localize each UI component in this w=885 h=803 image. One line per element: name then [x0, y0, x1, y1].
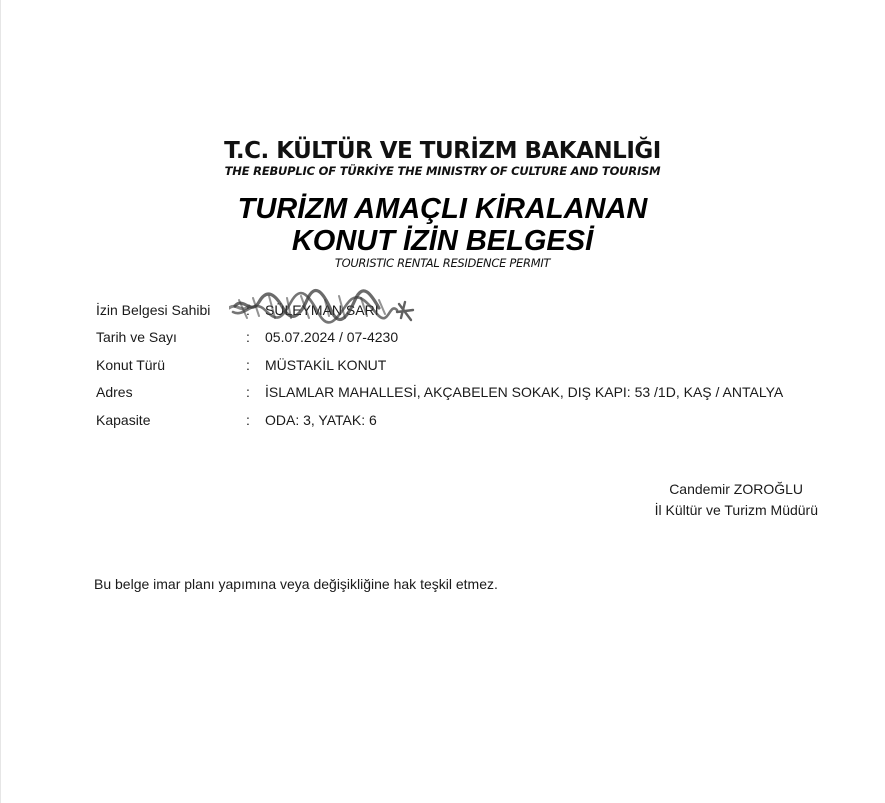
- ministry-title: T.C. KÜLTÜR VE TURİZM BAKANLIĞI: [224, 138, 661, 164]
- detail-separator: :: [246, 411, 250, 428]
- detail-separator: :: [246, 329, 250, 346]
- detail-label: Kapasite: [96, 411, 151, 428]
- holder-name-value: SÜLEYMAN SARI: [265, 301, 379, 318]
- redacted-value-wrap: [265, 302, 379, 318]
- detail-value: ODA: 3, YATAK: 6: [265, 411, 377, 428]
- detail-row-address: [96, 379, 783, 407]
- permit-subtitle: TOURISTIC RENTAL RESIDENCE PERMIT: [334, 256, 551, 270]
- detail-label: Tarih ve Sayı: [96, 329, 177, 346]
- detail-row-holder: [96, 296, 783, 324]
- detail-label: Adres: [96, 384, 133, 401]
- signatory-block: [655, 479, 818, 521]
- detail-separator: :: [246, 384, 250, 401]
- detail-label: Konut Türü: [96, 356, 166, 373]
- signatory-name: Candemir ZOROĞLU: [669, 481, 803, 497]
- detail-separator: :: [246, 356, 250, 373]
- detail-value: [265, 296, 783, 324]
- detail-row-capacity: [96, 406, 783, 434]
- detail-value: 05.07.2024 / 07-4230: [265, 329, 399, 346]
- detail-separator: :: [246, 301, 250, 318]
- permit-details-table: [96, 296, 783, 434]
- disclaimer-text: Bu belge imar planı yapımına veya değişikliğine hak teşkil etmez.: [94, 576, 498, 592]
- permit-title-line2: KONUT İZİN BELGESİ: [291, 225, 594, 257]
- signatory-title: İl Kültür ve Turizm Müdürü: [654, 502, 818, 518]
- detail-row-date: [96, 324, 783, 352]
- detail-label: İzin Belgesi Sahibi: [96, 301, 211, 318]
- permit-title-line1: TURİZM AMAÇLI KİRALANAN: [237, 193, 648, 225]
- ministry-subtitle: THE REBUPLIC OF TÜRKİYE THE MINISTRY OF CULTURE AND TOURISM: [224, 164, 661, 178]
- detail-value: İSLAMLAR MAHALLESİ, AKÇABELEN SOKAK, DIŞ KAPI: 53 /1D, KAŞ / ANTALYA: [265, 384, 784, 401]
- detail-value: MÜSTAKİL KONUT: [265, 356, 387, 373]
- detail-row-type: [96, 351, 783, 379]
